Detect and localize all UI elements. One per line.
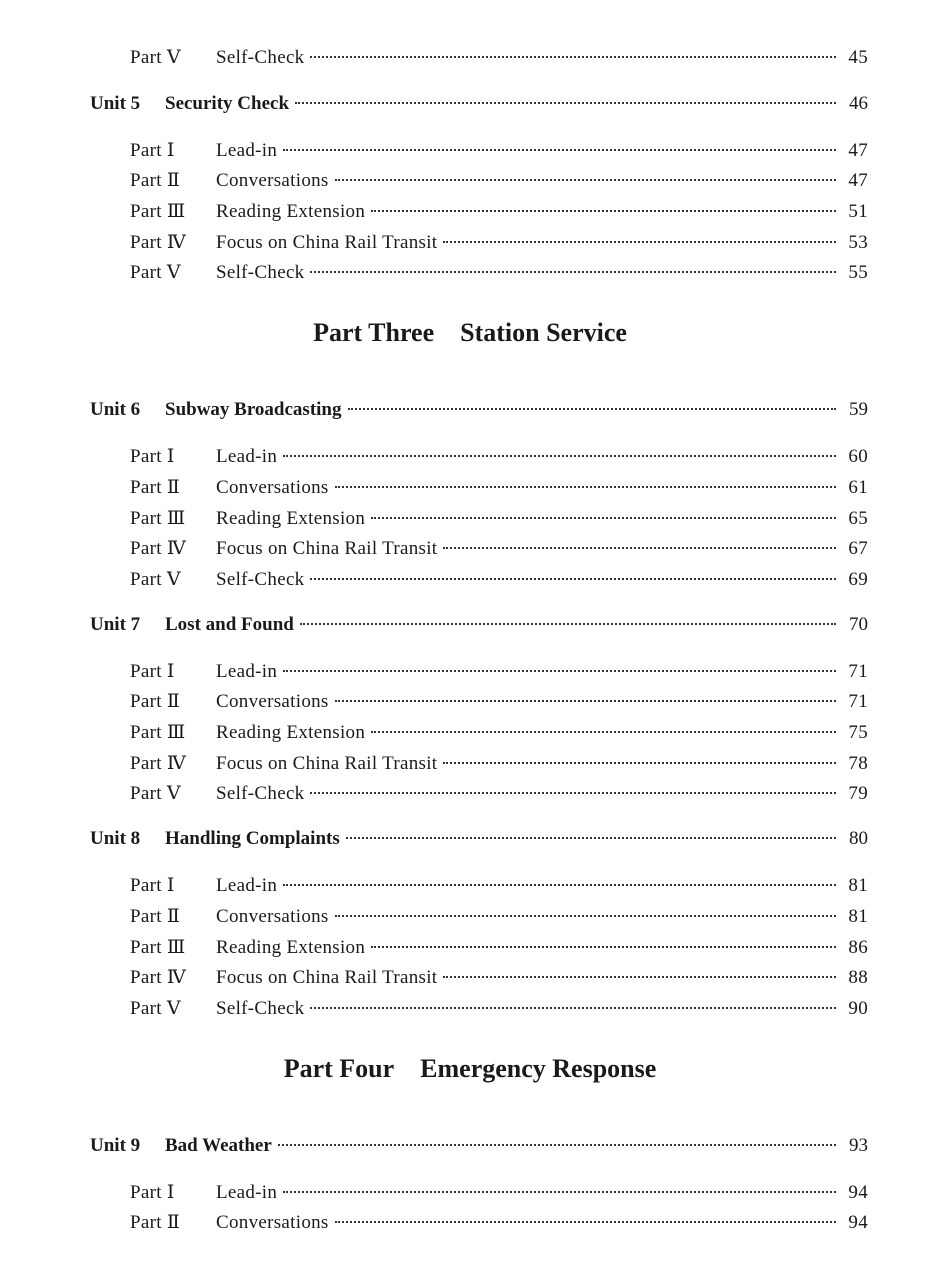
part-number: Part Ⅳ — [130, 232, 187, 253]
section-heading — [0, 318, 940, 348]
part-number: Part Ⅰ — [130, 140, 175, 161]
unit-number: Unit 7 — [90, 614, 141, 635]
toc-part-row[interactable] — [130, 476, 868, 499]
toc-unit-row[interactable] — [90, 614, 868, 636]
dot-leader — [335, 1221, 836, 1223]
toc-part-row[interactable] — [130, 445, 868, 468]
toc-part-row[interactable] — [130, 690, 868, 713]
part-title: Conversations — [216, 477, 329, 498]
dot-leader — [295, 102, 836, 104]
dot-leader — [335, 915, 836, 917]
toc-part-row[interactable] — [130, 139, 868, 162]
part-number: Part Ⅳ — [130, 538, 187, 559]
part-title: Lead-in — [216, 875, 278, 896]
page-number: 45 — [848, 47, 868, 68]
section-title: Station Service — [460, 318, 627, 347]
page-number: 86 — [848, 937, 868, 958]
unit-number: Unit 9 — [90, 1135, 141, 1156]
part-title: Self-Check — [216, 998, 305, 1019]
dot-leader — [443, 762, 836, 764]
part-number: Part Ⅴ — [130, 569, 181, 590]
toc-part-row[interactable] — [130, 905, 868, 928]
dot-leader — [348, 408, 836, 410]
part-title: Self-Check — [216, 783, 305, 804]
dot-leader — [283, 149, 836, 151]
section-title: Emergency Response — [420, 1054, 657, 1083]
dot-leader — [371, 210, 836, 212]
part-title: Focus on China Rail Transit — [216, 753, 438, 774]
toc-part-row[interactable] — [130, 1181, 868, 1204]
part-number: Part Ⅳ — [130, 753, 187, 774]
part-number: Part Ⅰ — [130, 661, 175, 682]
dot-leader — [371, 731, 836, 733]
dot-leader — [335, 700, 836, 702]
part-title: Reading Extension — [216, 722, 366, 743]
part-title: Self-Check — [216, 569, 305, 590]
part-title: Focus on China Rail Transit — [216, 967, 438, 988]
page-number: 53 — [848, 232, 868, 253]
part-number: Part Ⅱ — [130, 906, 181, 927]
page-number: 88 — [848, 967, 868, 988]
part-title: Reading Extension — [216, 508, 366, 529]
part-title: Conversations — [216, 1212, 329, 1233]
toc-part-row[interactable] — [130, 660, 868, 683]
part-title: Lead-in — [216, 661, 278, 682]
part-number: Part Ⅲ — [130, 201, 186, 222]
page-number: 67 — [848, 538, 868, 559]
dot-leader — [443, 241, 836, 243]
toc-unit-row[interactable] — [90, 1135, 868, 1157]
toc-unit-row[interactable] — [90, 828, 868, 850]
unit-title: Lost and Found — [165, 614, 294, 635]
part-title: Lead-in — [216, 1182, 278, 1203]
part-number: Part Ⅰ — [130, 446, 175, 467]
dot-leader — [300, 623, 836, 625]
dot-leader — [371, 946, 836, 948]
page-number: 51 — [848, 201, 868, 222]
dot-leader — [310, 1007, 836, 1009]
page-number: 59 — [849, 399, 868, 420]
toc-part-row[interactable] — [130, 231, 868, 254]
part-number: Part Ⅱ — [130, 1212, 181, 1233]
unit-title: Subway Broadcasting — [165, 399, 342, 420]
part-number: Part Ⅲ — [130, 508, 186, 529]
page-number: 60 — [848, 446, 868, 467]
part-number: Part Ⅲ — [130, 722, 186, 743]
toc-part-row[interactable] — [130, 782, 868, 805]
page-number: 81 — [848, 875, 868, 896]
toc-part-row[interactable] — [130, 936, 868, 959]
part-title: Self-Check — [216, 262, 305, 283]
part-number: Part Ⅰ — [130, 875, 175, 896]
part-title: Focus on China Rail Transit — [216, 538, 438, 559]
unit-title: Security Check — [165, 93, 290, 114]
page-number: 94 — [848, 1182, 868, 1203]
toc-part-row[interactable] — [130, 874, 868, 897]
part-title: Conversations — [216, 170, 329, 191]
part-number: Part Ⅱ — [130, 691, 181, 712]
part-title: Conversations — [216, 906, 329, 927]
part-number: Part Ⅴ — [130, 998, 181, 1019]
toc-unit-row[interactable] — [90, 399, 868, 421]
toc-part-row[interactable] — [130, 169, 868, 192]
page-number: 69 — [848, 569, 868, 590]
toc-part-row[interactable] — [130, 537, 868, 560]
part-title: Lead-in — [216, 140, 278, 161]
unit-number: Unit 8 — [90, 828, 141, 849]
page-number: 71 — [848, 691, 868, 712]
section-label: Part Three — [313, 318, 435, 347]
toc-part-row[interactable] — [130, 997, 868, 1020]
dot-leader — [283, 1191, 836, 1193]
part-title: Lead-in — [216, 446, 278, 467]
dot-leader — [443, 976, 836, 978]
part-number: Part Ⅱ — [130, 170, 181, 191]
page-number: 80 — [849, 828, 868, 849]
page-number: 94 — [848, 1212, 868, 1233]
page-number: 79 — [848, 783, 868, 804]
dot-leader — [310, 271, 836, 273]
toc-part-row[interactable] — [130, 966, 868, 989]
page-number: 47 — [848, 140, 868, 161]
page-number: 46 — [849, 93, 868, 114]
dot-leader — [278, 1144, 836, 1146]
page-number: 81 — [848, 906, 868, 927]
part-title: Self-Check — [216, 47, 305, 68]
part-title: Focus on China Rail Transit — [216, 232, 438, 253]
dot-leader — [310, 578, 836, 580]
part-number: Part Ⅴ — [130, 47, 181, 68]
part-number: Part Ⅰ — [130, 1182, 175, 1203]
page-number: 90 — [848, 998, 868, 1019]
unit-title: Bad Weather — [165, 1135, 272, 1156]
unit-title: Handling Complaints — [165, 828, 340, 849]
dot-leader — [310, 792, 836, 794]
part-title: Reading Extension — [216, 201, 366, 222]
dot-leader — [310, 56, 836, 58]
page-number: 75 — [848, 722, 868, 743]
part-title: Reading Extension — [216, 937, 366, 958]
unit-number: Unit 6 — [90, 399, 141, 420]
part-title: Conversations — [216, 691, 329, 712]
dot-leader — [335, 179, 836, 181]
dot-leader — [346, 837, 836, 839]
part-number: Part Ⅱ — [130, 477, 181, 498]
dot-leader — [283, 670, 836, 672]
toc-unit-row[interactable] — [90, 93, 868, 115]
section-label: Part Four — [283, 1054, 395, 1083]
page-number: 93 — [849, 1135, 868, 1156]
toc-part-row[interactable] — [130, 721, 868, 744]
part-number: Part Ⅴ — [130, 783, 181, 804]
dot-leader — [283, 455, 836, 457]
dot-leader — [335, 486, 836, 488]
toc-part-row[interactable] — [130, 261, 868, 284]
dot-leader — [443, 547, 836, 549]
page-number: 70 — [849, 614, 868, 635]
dot-leader — [371, 517, 836, 519]
page-number: 71 — [848, 661, 868, 682]
section-heading — [0, 1054, 940, 1084]
unit-number: Unit 5 — [90, 93, 141, 114]
toc-part-row[interactable] — [130, 752, 868, 775]
dot-leader — [283, 884, 836, 886]
page-number: 65 — [848, 508, 868, 529]
toc-part-row[interactable] — [130, 1211, 868, 1234]
page-number: 55 — [848, 262, 868, 283]
page-number: 61 — [848, 477, 868, 498]
toc-part-row[interactable] — [130, 200, 868, 223]
page-number: 78 — [848, 753, 868, 774]
toc-part-row[interactable] — [130, 568, 868, 591]
part-number: Part Ⅴ — [130, 262, 181, 283]
part-number: Part Ⅳ — [130, 967, 187, 988]
toc-part-row[interactable] — [130, 46, 868, 69]
toc-part-row[interactable] — [130, 507, 868, 530]
page-number: 47 — [848, 170, 868, 191]
part-number: Part Ⅲ — [130, 937, 186, 958]
